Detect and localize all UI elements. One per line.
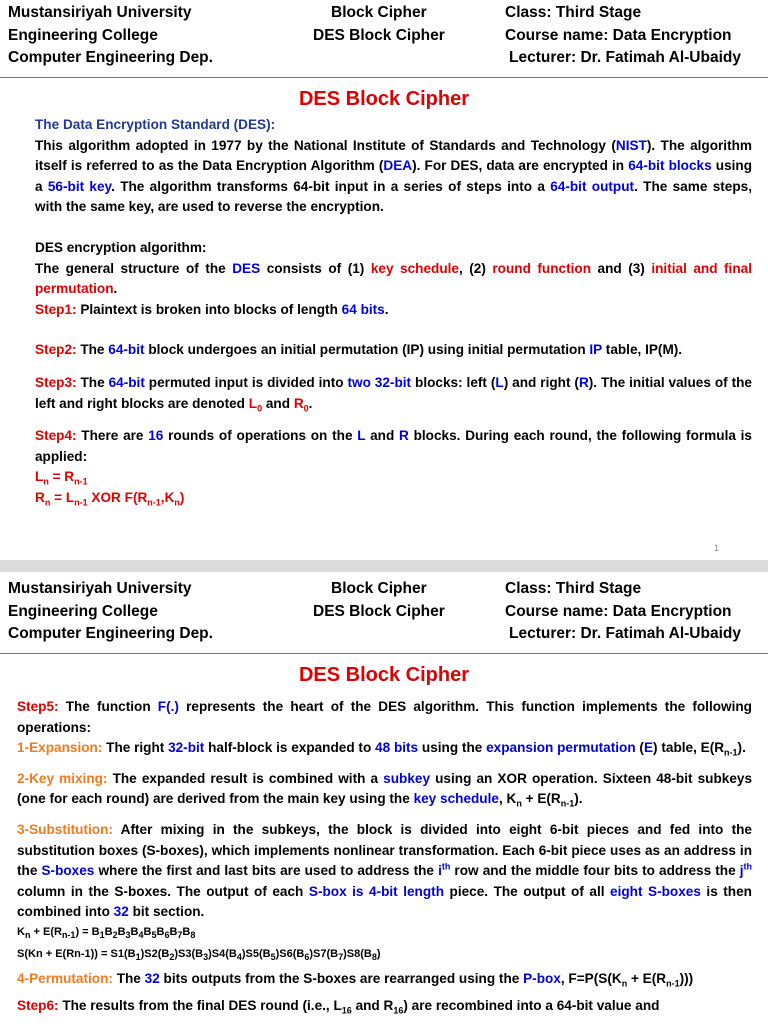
page-header (0, 576, 768, 656)
step2: Step2: The 64-bit block undergoes an initial permutation (IP) using initial permutation IP table, IP(M). (35, 342, 683, 358)
step1: Step1: Plaintext is broken into blocks of length 64 bits. (35, 301, 389, 317)
lecturer-label: Lecturer: Dr. Fatimah Al-Ubaidy (509, 625, 741, 642)
header-topic: Block Cipher (331, 4, 427, 21)
lecturer-label: Lecturer: Dr. Fatimah Al-Ubaidy (509, 49, 741, 66)
formula-ln: $L_n = R_{n-1}$ (35, 469, 88, 488)
permutation-step: 4-Permutation: The 32 bits outputs from the S-boxes are rearranged using the P-box, $F=P(S(K_n + E(R_{n-1})))$ (17, 970, 694, 989)
university-name: Mustansiriyah University (8, 4, 192, 21)
step5: Step5: The function F(.) represents the heart of the DES algorithm. This function implements the following operations: (17, 699, 752, 735)
page-header (0, 0, 768, 80)
slide2-content (17, 697, 752, 1016)
course-label: Course name: Data Encryption (505, 602, 732, 620)
page-number: 1 (714, 543, 720, 553)
class-label: Class: Third Stage (505, 580, 642, 597)
slide1-content (35, 115, 752, 509)
equation-kn: $K_n + E(R_{n-1}) = B_1B_2B_3B_4B_5B_6B_7B_8$ (17, 925, 196, 941)
formula-rn: $R_n = L_{n-1}$ XOR $F(R_{n-1},K_n)$ (35, 489, 185, 508)
slide-title: DES Block Cipher (298, 664, 470, 686)
slide-separator (0, 560, 768, 572)
course-label: Course name: Data Encryption (505, 26, 732, 44)
header-divider (0, 77, 768, 78)
department-name: Computer Engineering Dep. (8, 625, 213, 642)
header-topic: Block Cipher (331, 580, 427, 597)
slide-title: DES Block Cipher (298, 88, 470, 110)
intro-paragraph: This algorithm adopted in 1977 by the National Institute of Standards and Technology (NIST). The algorithm itself is referred to as the Data Encryption Algorithm (DEA). For DES, data are encrypted in 64-bit blocks using a 56-bit key. The algorithm transforms 64-bit input in a series of steps into a 64-bit output. The same steps, with the same key, are used to reverse the encryption. (35, 137, 753, 215)
intro-heading: The Data Encryption Standard (DES): (35, 117, 276, 132)
structure-paragraph: The general structure of the DES consists of (1) key schedule, (2) round function and (3) initial and final permutation. (35, 260, 752, 297)
department-name: Computer Engineering Dep. (8, 49, 213, 66)
college-name: Engineering College (8, 26, 158, 44)
key-mixing-step: 2-Key mixing: The expanded result is combined with a subkey using an XOR operation. Sixteen 48-bit subkeys (one for each round) are derived from the main key using the key schedule, $K_n + E(R_{n-1})$. (17, 770, 753, 810)
college-name: Engineering College (8, 602, 158, 620)
header-subtopic: DES Block Cipher (313, 26, 445, 44)
algorithm-heading: DES encryption algorithm: (35, 239, 207, 255)
step4: Step4: There are 16 rounds of operations on the L and R blocks. During each round, the following formula is applied: (35, 428, 752, 464)
expansion-step: 1-Expansion: The right 32-bit half-block is expanded to 48 bits using the expansion permutation (E) table, $E(R_{n-1})$. (17, 740, 746, 758)
header-subtopic: DES Block Cipher (313, 602, 445, 620)
step3: Step3: The 64-bit permuted input is divided into two 32-bit blocks: left (L) and right (R). The initial values of the left and right blocks are denoted $L_0$ and $R_0$. (35, 374, 752, 414)
header-divider (0, 653, 768, 654)
step6: Step6: The results from the final DES round (i.e., $L_{16}$ and $R_{16}$) are recombined into a 64-bit value and (17, 997, 660, 1016)
university-name: Mustansiriyah University (8, 580, 192, 597)
equation-sbox: $S(Kn + E(Rn-1)) = S1(B_1)S2(B_2)S3(B_3)S4(B_4)S5(B_5)S6(B_6)S7(B_7)S8(B_8)$ (17, 947, 381, 963)
class-label: Class: Third Stage (505, 4, 642, 21)
substitution-step: 3-Substitution: After mixing in the subkeys, the block is divided into eight 6-bit pieces and fed into the substitution boxes (S-boxes), which implements nonlinear transformation. Each 6-bit piece uses as an address in the S-boxes where the first and last bits are used to address the $i^{th}$ row and the middle four bits to address the $j^{th}$ column in the S-boxes. The output of each S-box is 4-bit length piece. The output of all eight S-boxes is then combined into 32 bit section. (17, 821, 752, 920)
